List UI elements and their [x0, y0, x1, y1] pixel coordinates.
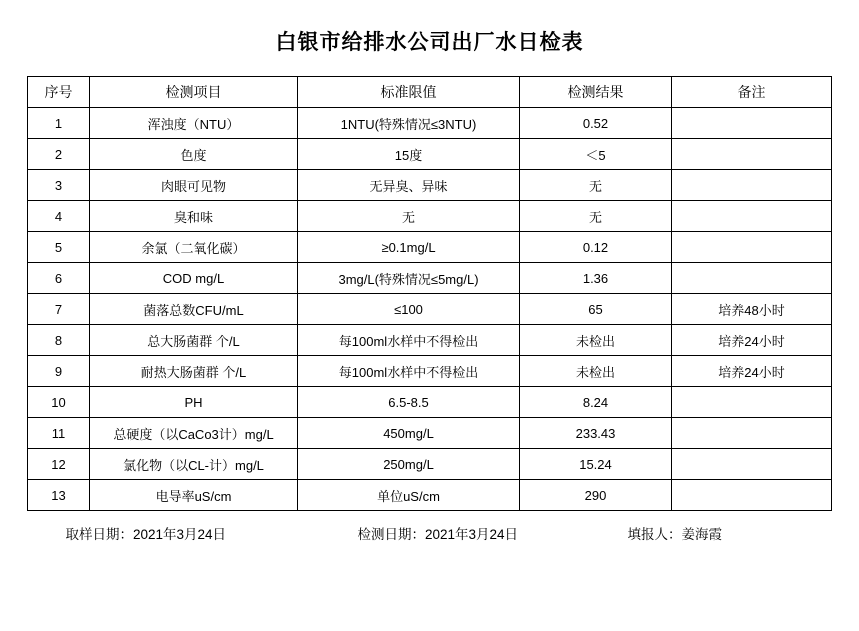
cell-result: 65: [520, 294, 672, 325]
report-page: [0, 26, 859, 631]
column-header-no: 序号: [28, 77, 90, 108]
table-row: [28, 387, 832, 418]
cell-result: 290: [520, 480, 672, 511]
table-row: [28, 139, 832, 170]
cell-remark: [672, 232, 832, 263]
page-title: 白银市给排水公司出厂水日检表: [275, 30, 584, 54]
cell-no: 9: [28, 356, 90, 387]
cell-result: 无: [520, 170, 672, 201]
cell-remark: 培养24小时: [672, 356, 832, 387]
cell-remark: 培养24小时: [672, 325, 832, 356]
cell-result: 未检出: [520, 356, 672, 387]
cell-item: COD mg/L: [90, 263, 298, 294]
cell-limit: 1NTU(特殊情况≤3NTU): [298, 108, 520, 139]
cell-item: 菌落总数CFU/mL: [90, 294, 298, 325]
column-header-result: 检测结果: [520, 77, 672, 108]
cell-result: 0.52: [520, 108, 672, 139]
table-row: [28, 356, 832, 387]
cell-limit: 6.5-8.5: [298, 387, 520, 418]
cell-limit: 250mg/L: [298, 449, 520, 480]
cell-remark: [672, 387, 832, 418]
cell-limit: ≥0.1mg/L: [298, 232, 520, 263]
cell-no: 1: [28, 108, 90, 139]
cell-remark: [672, 201, 832, 232]
cell-result: 0.12: [520, 232, 672, 263]
cell-no: 7: [28, 294, 90, 325]
table-row: [28, 232, 832, 263]
cell-item: 余氯（二氧化碳）: [90, 232, 298, 263]
table-row: [28, 418, 832, 449]
cell-item: 臭和味: [90, 201, 298, 232]
column-header-limit: 标准限值: [298, 77, 520, 108]
cell-no: 3: [28, 170, 90, 201]
table-row: [28, 201, 832, 232]
cell-remark: [672, 263, 832, 294]
cell-remark: [672, 449, 832, 480]
cell-result: 无: [520, 201, 672, 232]
footer-row: [28, 523, 832, 543]
table-row: [28, 170, 832, 201]
cell-no: 11: [28, 418, 90, 449]
cell-result: 233.43: [520, 418, 672, 449]
table-row: [28, 480, 832, 511]
cell-item: 浑浊度（NTU）: [90, 108, 298, 139]
table-header-row: [28, 77, 832, 108]
cell-limit: 单位uS/cm: [298, 480, 520, 511]
cell-no: 6: [28, 263, 90, 294]
cell-remark: 培养48小时: [672, 294, 832, 325]
cell-result: 8.24: [520, 387, 672, 418]
cell-result: 1.36: [520, 263, 672, 294]
cell-no: 5: [28, 232, 90, 263]
filler-name: 填报人：姜海霞: [627, 527, 722, 542]
cell-result: 15.24: [520, 449, 672, 480]
cell-item: 电导率uS/cm: [90, 480, 298, 511]
testing-date: 检测日期：2021年3月24日: [357, 527, 519, 542]
cell-limit: 每100ml水样中不得检出: [298, 325, 520, 356]
cell-limit: 3mg/L(特殊情况≤5mg/L): [298, 263, 520, 294]
cell-remark: [672, 480, 832, 511]
cell-item: 总大肠菌群 个/L: [90, 325, 298, 356]
water-inspection-table: [27, 76, 832, 511]
table-row: [28, 263, 832, 294]
column-header-item: 检测项目: [90, 77, 298, 108]
cell-remark: [672, 418, 832, 449]
cell-no: 12: [28, 449, 90, 480]
table-row: [28, 449, 832, 480]
cell-limit: ≤100: [298, 294, 520, 325]
cell-item: 总硬度（以CaCo3计）mg/L: [90, 418, 298, 449]
cell-remark: [672, 170, 832, 201]
cell-item: 氯化物（以CL-计）mg/L: [90, 449, 298, 480]
cell-limit: 每100ml水样中不得检出: [298, 356, 520, 387]
cell-no: 10: [28, 387, 90, 418]
cell-no: 8: [28, 325, 90, 356]
cell-result: 未检出: [520, 325, 672, 356]
cell-limit: 15度: [298, 139, 520, 170]
column-header-remark: 备注: [672, 77, 832, 108]
table-row: [28, 325, 832, 356]
cell-item: 色度: [90, 139, 298, 170]
cell-item: 肉眼可见物: [90, 170, 298, 201]
cell-limit: 无异臭、异味: [298, 170, 520, 201]
table-row: [28, 294, 832, 325]
cell-item: 耐热大肠菌群 个/L: [90, 356, 298, 387]
cell-remark: [672, 108, 832, 139]
cell-result: ＜5: [520, 139, 672, 170]
cell-remark: [672, 139, 832, 170]
cell-item: PH: [90, 387, 298, 418]
cell-no: 13: [28, 480, 90, 511]
cell-limit: 450mg/L: [298, 418, 520, 449]
sampling-date: 取样日期：2021年3月24日: [65, 527, 227, 542]
cell-no: 2: [28, 139, 90, 170]
cell-limit: 无: [298, 201, 520, 232]
table-row: [28, 108, 832, 139]
cell-no: 4: [28, 201, 90, 232]
